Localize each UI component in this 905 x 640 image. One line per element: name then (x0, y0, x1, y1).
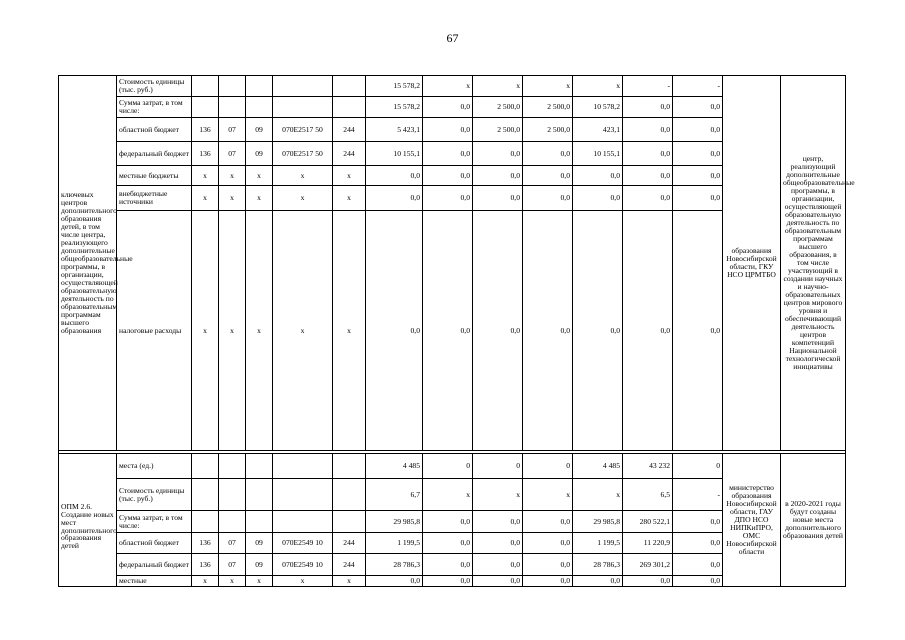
code-expense-type: x (333, 211, 366, 451)
value-total: 29 985,8 (366, 511, 423, 533)
indicator-label: местные (117, 576, 192, 587)
code-target-article (273, 76, 333, 97)
value-year-6: 0,0 (673, 211, 723, 451)
value-year-5: 0,0 (623, 211, 673, 451)
code-grbs: 136 (192, 118, 219, 142)
value-year-4: 0,0 (573, 186, 623, 211)
value-year-2: 0,0 (473, 142, 523, 166)
value-total: 0,0 (366, 576, 423, 587)
code-expense-type: x (333, 576, 366, 587)
indicator-label: областной бюджет (117, 118, 192, 142)
code-subsection: 09 (246, 533, 273, 554)
value-year-1: 0,0 (423, 97, 473, 118)
value-year-2: 0,0 (473, 576, 523, 587)
value-year-4: 1 199,5 (573, 533, 623, 554)
value-total: 0,0 (366, 211, 423, 451)
value-year-6: - (673, 479, 723, 511)
indicator-label: Стоимость единицы (тыс. руб.) (117, 76, 192, 97)
value-year-6: 0,0 (673, 533, 723, 554)
value-total: 1 199,5 (366, 533, 423, 554)
value-year-6: 0,0 (673, 554, 723, 576)
code-grbs (192, 97, 219, 118)
value-year-5: 0,0 (623, 142, 673, 166)
indicator-label: федеральный бюджет (117, 142, 192, 166)
value-year-2: 0 (473, 454, 523, 479)
value-year-6: 0 (673, 454, 723, 479)
value-year-2: x (473, 479, 523, 511)
code-grbs (192, 76, 219, 97)
code-subsection: 09 (246, 554, 273, 576)
value-year-2: 2 500,0 (473, 118, 523, 142)
code-target-article: x (273, 186, 333, 211)
value-year-4: 10 155,1 (573, 142, 623, 166)
value-year-5: 6,5 (623, 479, 673, 511)
value-year-5: 280 522,1 (623, 511, 673, 533)
code-section: 07 (219, 118, 246, 142)
value-year-4: 4 485 (573, 454, 623, 479)
code-section: x (219, 186, 246, 211)
value-year-6: 0,0 (673, 511, 723, 533)
code-expense-type: 244 (333, 554, 366, 576)
value-year-3: 2 500,0 (523, 97, 573, 118)
value-year-1: x (423, 76, 473, 97)
value-year-5: 0,0 (623, 186, 673, 211)
value-year-3: 0,0 (523, 533, 573, 554)
measure-name: ключевых центров дополнительного образования детей, в том числе центра, реализующего дополнительные общеобразовательные программы, в организации, осуществляющей образовательную деятельность по образовательным программам высшего образования (59, 76, 117, 451)
value-total: 15 578,2 (366, 97, 423, 118)
value-year-2: 0,0 (473, 166, 523, 186)
code-grbs: 136 (192, 554, 219, 576)
value-year-5: - (623, 76, 673, 97)
code-expense-type: 244 (333, 118, 366, 142)
code-target-article: x (273, 211, 333, 451)
value-year-5: 269 301,2 (623, 554, 673, 576)
code-grbs (192, 511, 219, 533)
code-grbs: x (192, 166, 219, 186)
value-year-4: 29 985,8 (573, 511, 623, 533)
code-section: 07 (219, 533, 246, 554)
code-section: x (219, 211, 246, 451)
value-year-6: 0,0 (673, 142, 723, 166)
code-section: x (219, 166, 246, 186)
value-year-3: 0,0 (523, 511, 573, 533)
expected-result: в 2020-2021 годы будут созданы новые места дополнительного образования детей (781, 454, 846, 587)
code-grbs: x (192, 186, 219, 211)
value-year-4: 0,0 (573, 576, 623, 587)
value-year-3: x (523, 479, 573, 511)
value-year-6: 0,0 (673, 186, 723, 211)
value-year-1: 0,0 (423, 533, 473, 554)
page-number: 67 (446, 31, 459, 45)
value-year-1: 0,0 (423, 118, 473, 142)
code-section (219, 454, 246, 479)
executor: министерство образования Новосибирской области, ГАУ ДПО НСО НИПКиПРО, ОМС Новосибирской области (723, 454, 781, 587)
value-total: 5 423,1 (366, 118, 423, 142)
measure-name: ОПМ 2.6. Создание новых мест дополнительного образования детей (59, 454, 117, 587)
code-grbs: 136 (192, 533, 219, 554)
value-year-1: 0,0 (423, 511, 473, 533)
value-year-5: 0,0 (623, 576, 673, 587)
code-subsection: 09 (246, 142, 273, 166)
code-expense-type: x (333, 166, 366, 186)
value-total: 28 786,3 (366, 554, 423, 576)
value-year-5: 11 220,9 (623, 533, 673, 554)
value-year-6: - (673, 76, 723, 97)
code-subsection (246, 479, 273, 511)
code-subsection: x (246, 576, 273, 587)
value-year-1: 0,0 (423, 554, 473, 576)
code-target-article: 070E2549 10 (273, 554, 333, 576)
value-year-1: 0,0 (423, 186, 473, 211)
value-total: 4 485 (366, 454, 423, 479)
code-section (219, 97, 246, 118)
value-year-3: 2 500,0 (523, 118, 573, 142)
code-grbs: 136 (192, 142, 219, 166)
code-target-article: 070E2549 10 (273, 533, 333, 554)
code-target-article (273, 454, 333, 479)
indicator-label: Сумма затрат, в том числе: (117, 511, 192, 533)
value-total: 0,0 (366, 166, 423, 186)
value-year-1: 0 (423, 454, 473, 479)
code-expense-type (333, 97, 366, 118)
code-target-article: 070E2517 50 (273, 118, 333, 142)
indicator-label: федеральный бюджет (117, 554, 192, 576)
value-year-2: 0,0 (473, 186, 523, 211)
code-grbs: x (192, 211, 219, 451)
value-year-1: x (423, 479, 473, 511)
code-subsection (246, 511, 273, 533)
value-year-1: 0,0 (423, 166, 473, 186)
code-target-article: x (273, 576, 333, 587)
code-section (219, 511, 246, 533)
indicator-label: налоговые расходы (117, 211, 192, 451)
code-section (219, 479, 246, 511)
code-target-article: x (273, 166, 333, 186)
code-target-article (273, 97, 333, 118)
value-year-6: 0,0 (673, 166, 723, 186)
value-year-3: 0 (523, 454, 573, 479)
code-section (219, 76, 246, 97)
indicator-label: места (ед.) (117, 454, 192, 479)
value-year-6: 0,0 (673, 118, 723, 142)
code-subsection (246, 97, 273, 118)
indicator-label: местные бюджеты (117, 166, 192, 186)
code-section: x (219, 576, 246, 587)
code-target-article (273, 511, 333, 533)
value-year-2: 0,0 (473, 533, 523, 554)
code-expense-type (333, 76, 366, 97)
value-year-2: 0,0 (473, 211, 523, 451)
value-year-3: x (523, 76, 573, 97)
code-expense-type: 244 (333, 142, 366, 166)
value-year-2: x (473, 76, 523, 97)
code-expense-type: x (333, 186, 366, 211)
value-year-4: 10 578,2 (573, 97, 623, 118)
value-year-4: x (573, 76, 623, 97)
value-year-1: 0,0 (423, 211, 473, 451)
value-year-3: 0,0 (523, 554, 573, 576)
value-year-4: 0,0 (573, 166, 623, 186)
value-year-6: 0,0 (673, 576, 723, 587)
value-year-4: 0,0 (573, 211, 623, 451)
value-year-3: 0,0 (523, 211, 573, 451)
code-subsection: x (246, 186, 273, 211)
value-year-1: 0,0 (423, 576, 473, 587)
value-year-2: 0,0 (473, 554, 523, 576)
value-year-3: 0,0 (523, 576, 573, 587)
value-year-5: 0,0 (623, 166, 673, 186)
value-year-2: 2 500,0 (473, 97, 523, 118)
code-expense-type (333, 511, 366, 533)
code-subsection (246, 76, 273, 97)
expected-result: центр, реализующий дополнительные общеобразовательные программы, в организации, осуществляющей образовательную деятельность по образовательным программам высшего образования, в том числе участвующий в создании научных и научно-образовательных центров мирового уровня и обеспечивающий деятельность центров компетенций Национальной технологической инициативы (781, 76, 846, 451)
code-subsection: x (246, 166, 273, 186)
value-year-5: 43 232 (623, 454, 673, 479)
value-year-3: 0,0 (523, 186, 573, 211)
code-expense-type (333, 454, 366, 479)
code-section: 07 (219, 554, 246, 576)
budget-table (58, 75, 855, 587)
value-year-4: 28 786,3 (573, 554, 623, 576)
value-year-4: x (573, 479, 623, 511)
value-year-6: 0,0 (673, 97, 723, 118)
code-subsection: x (246, 211, 273, 451)
indicator-label: внебюджетные источники (117, 186, 192, 211)
value-year-5: 0,0 (623, 118, 673, 142)
value-year-3: 0,0 (523, 166, 573, 186)
code-grbs (192, 454, 219, 479)
indicator-label: областной бюджет (117, 533, 192, 554)
executor: образования Новосибирской области, ГКУ НСО ЦРМТБО (723, 76, 781, 451)
code-subsection (246, 454, 273, 479)
code-grbs: x (192, 576, 219, 587)
value-total: 6,7 (366, 479, 423, 511)
value-total: 0,0 (366, 186, 423, 211)
code-expense-type: 244 (333, 533, 366, 554)
value-year-5: 0,0 (623, 97, 673, 118)
code-target-article: 070E2517 50 (273, 142, 333, 166)
indicator-label: Сумма затрат, в том числе: (117, 97, 192, 118)
indicator-label: Стоимость единицы (тыс. руб.) (117, 479, 192, 511)
value-total: 10 155,1 (366, 142, 423, 166)
value-year-2: 0,0 (473, 511, 523, 533)
code-grbs (192, 479, 219, 511)
value-year-3: 0,0 (523, 142, 573, 166)
value-total: 15 578,2 (366, 76, 423, 97)
code-expense-type (333, 479, 366, 511)
code-section: 07 (219, 142, 246, 166)
value-year-1: 0,0 (423, 142, 473, 166)
value-year-4: 423,1 (573, 118, 623, 142)
code-target-article (273, 479, 333, 511)
code-subsection: 09 (246, 118, 273, 142)
